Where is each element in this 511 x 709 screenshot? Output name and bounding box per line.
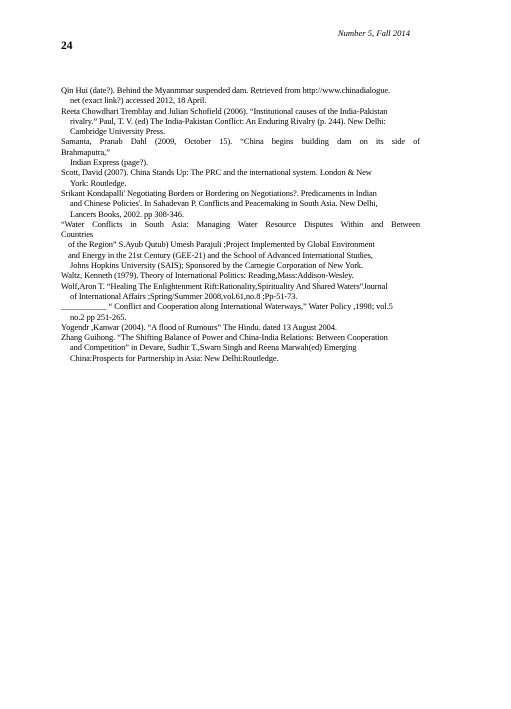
reference-entry bbox=[61, 167, 420, 188]
page-number: 24 bbox=[61, 40, 73, 52]
reference-list bbox=[61, 85, 420, 363]
reference-line: of the Region” S.Ayub Qutub) Umesh Parajuli ;Project Implemented by Global Environment bbox=[68, 239, 375, 250]
reference-line: Wolf,Aron T. “Healing The Enlightenment Rift:Rationality,Spirituality And Shared Waters”Journal bbox=[61, 280, 388, 291]
reference-line: Samanta, Pranab Dahl (2009, October 15). “China begins building dam on its side of bbox=[61, 136, 420, 147]
reference-entry bbox=[61, 219, 420, 270]
reference-line: Brahmaputra,” bbox=[61, 146, 110, 157]
reference-line: York: Routledge. bbox=[70, 177, 127, 188]
reference-line: of International Affairs ;Spring/Summer 2008,vol.61,no.8 ;Pp-51-73. bbox=[70, 290, 298, 301]
reference-entry bbox=[61, 281, 420, 302]
reference-line: Cambridge University Press. bbox=[70, 126, 166, 137]
reference-line: no.2 pp 251-265. bbox=[70, 311, 127, 322]
reference-line: and Chinese Policies'. In Sahadevan P. Conflicts and Peacemaking in South Asia. New Delhi, bbox=[70, 198, 378, 209]
reference-line: rivalry.” Paul, T. V. (ed) The India-Pakistan Conflict: An Enduring Rivalry (p. 244). New Delhi: bbox=[70, 115, 386, 126]
reference-entry bbox=[61, 322, 420, 332]
reference-line: Qin Hui (date?). Behind the Myanmmar suspended dam. Retrieved from http://www.chinadialogue. bbox=[61, 85, 391, 95]
reference-line: China:Prospects for Partnership in Asia: New Delhi:Routledge. bbox=[70, 352, 279, 363]
reference-line: ___________ “ Conflict and Cooperation along International Waterways,” Water Policy ,1998; vol.5 bbox=[61, 301, 393, 312]
reference-entry bbox=[61, 136, 420, 167]
reference-line: Countries bbox=[61, 229, 94, 240]
reference-line: “Water Conflicts in South Asia: Managing Water Resource Disputes Within and Between bbox=[61, 218, 420, 229]
reference-entry bbox=[61, 332, 420, 363]
running-head: Number 5, Fall 2014 bbox=[337, 28, 410, 38]
reference-entry bbox=[61, 85, 420, 106]
reference-line: and Competition” in Devare, Sudhir T.,Swarn Singh and Reena Marwah(ed) Emerging bbox=[70, 342, 357, 353]
reference-line: Srikant Kondapalli' Negotiating Borders or Bordering on Negotiations?. Predicaments in Indian bbox=[61, 187, 377, 198]
reference-line: Reeta Chowdhari Tremblay and Julian Schofield (2006). “Institutional causes of the India-Pakistan bbox=[61, 105, 388, 116]
reference-line: Zhang Guihong. “The Shifting Balance of Power and China-India Relations: Between Cooperation bbox=[61, 332, 388, 343]
reference-line: Waltz, Kenneth (1979). Theory of International Politics: Reading,Mass:Addison-Wesley. bbox=[61, 270, 354, 281]
reference-line: Indian Express (page?). bbox=[70, 157, 149, 168]
reference-line: and Energy in the 21st Century (GEE-21) and the School of Advanced International Studies, bbox=[68, 249, 373, 260]
reference-line: Lancers Books, 2002. pp 308-346. bbox=[70, 208, 184, 219]
reference-entry bbox=[61, 188, 420, 219]
reference-line: Johns Hopkins University (SAIS); Sponsored by the Carnegie Corporation of New York. bbox=[70, 260, 364, 271]
reference-line: Scott, David (2007). China Stands Up: The PRC and the international system. London & New bbox=[61, 167, 372, 178]
reference-entry bbox=[61, 270, 420, 280]
reference-line: Yogendr ,Kanwar (2004). “A flood of Rumours” The Hindu. dated 13 August 2004. bbox=[61, 321, 337, 332]
reference-line: net (exact link?) accessed 2012, 18 April. bbox=[70, 95, 207, 106]
reference-entry bbox=[61, 301, 420, 322]
reference-entry bbox=[61, 106, 420, 137]
